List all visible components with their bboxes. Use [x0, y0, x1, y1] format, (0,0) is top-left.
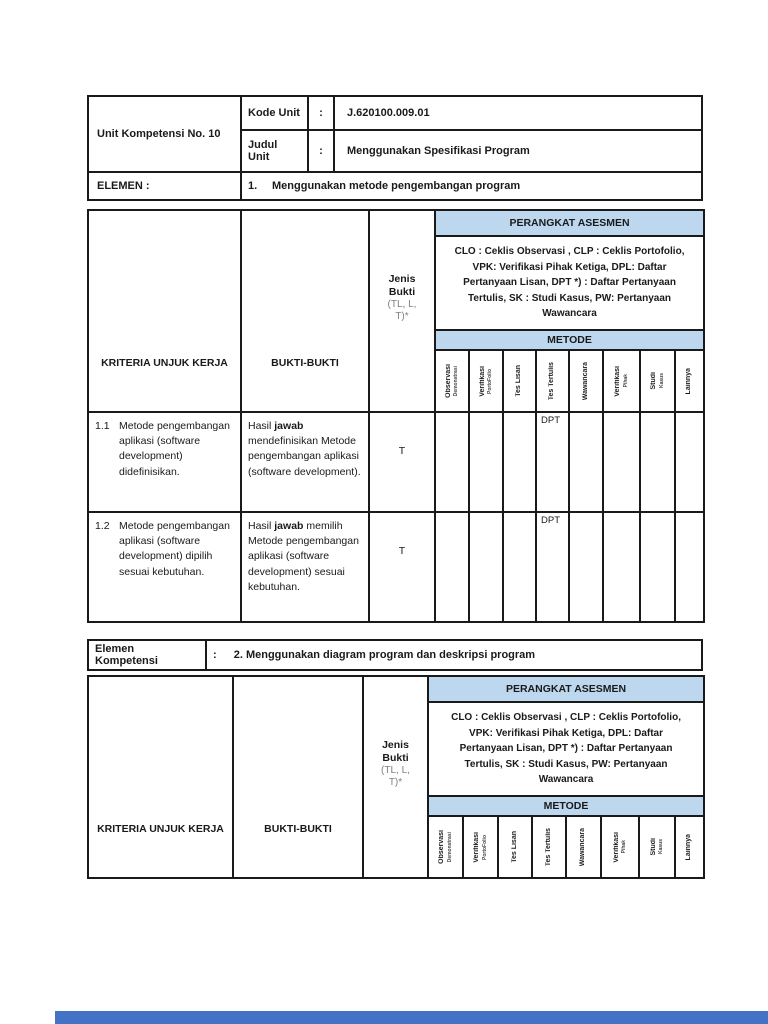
elemen-number: 1. [248, 180, 258, 192]
kode-unit-value: J.620100.009.01 [334, 96, 702, 130]
method-label: Wawancara [581, 361, 589, 401]
perangkat-asesmen-header: PERANGKAT ASESMEN [428, 676, 704, 702]
elemen-label: ELEMEN : [88, 172, 241, 200]
method-label: Studi [650, 372, 658, 390]
method-cell [640, 412, 675, 512]
method-label: Studi [649, 838, 657, 856]
method-label: Tes Lisan [510, 831, 518, 863]
perangkat-asesmen-header: PERANGKAT ASESMEN [435, 210, 704, 236]
method-label: Verifikasi [614, 365, 622, 397]
bukti-bukti-header: BUKTI-BUKTI [241, 210, 369, 412]
method-label-2: PortoFolio [487, 368, 494, 394]
elemen-text: Menggunakan metode pengembangan program [272, 180, 521, 192]
elemen-kompetensi-label: Elemen Kompetensi [88, 640, 206, 670]
method-column-tes-tertulis [536, 350, 569, 412]
assessment-table-element-2 [87, 675, 705, 879]
bukti-text-bold: jawab [274, 520, 304, 532]
kriteria-number: 1.2 [95, 520, 110, 532]
jenis-bukti-cell: T [369, 512, 435, 622]
jenis-sub-line2: T)* [395, 311, 409, 323]
method-label: Lainnya [685, 833, 693, 861]
jenis-sub-line1: (TL, L, [387, 299, 417, 311]
jenis-sub-line2: T)* [388, 777, 403, 789]
method-column-wawancara [569, 350, 603, 412]
table-row-1-2 [88, 512, 704, 622]
method-label: Verifikasi [473, 831, 481, 863]
elemen-value-cell [241, 172, 702, 200]
method-cell [503, 512, 536, 622]
method-cell [569, 412, 603, 512]
elemen-kompetensi-row [87, 639, 703, 671]
kriteria-text: Metode pengembangan aplikasi (software development) didefinisikan. [119, 420, 230, 478]
method-column-studi-kasus [639, 816, 675, 878]
colon-separator: : [308, 130, 334, 172]
perangkat-legend-text: CLO : Ceklis Observasi , CLP : Ceklis Portofolio, VPK: Verifikasi Pihak Ketiga, DPL: Daftar Pertanyaan Lisan, DPT *) : Daftar Pertanyaan Tertulis, SK : Studi Kasus, PW: Pertanyaan Wawancara [435, 236, 704, 330]
bukti-cell [241, 512, 369, 622]
method-column-tes-lisan [498, 816, 532, 878]
jenis-sub-line1: (TL, L, [381, 765, 410, 777]
method-cell [603, 512, 640, 622]
jenis-bukti-cell: T [369, 412, 435, 512]
bukti-cell [241, 412, 369, 512]
method-cell [603, 412, 640, 512]
jenis-label-line1: Jenis [388, 272, 416, 285]
kriteria-cell [88, 512, 241, 622]
method-column-lainnya [675, 816, 704, 878]
document-page [87, 95, 703, 879]
method-cell [569, 512, 603, 622]
method-column-verifikasi-pihak [601, 816, 639, 878]
elemen-kompetensi-value-cell [206, 640, 702, 670]
kriteria-number: 1.1 [95, 420, 110, 432]
assessment-table-element-1 [87, 209, 705, 623]
bukti-bukti-header: BUKTI-BUKTI [233, 676, 363, 878]
kode-unit-label: Kode Unit [241, 96, 308, 130]
method-column-lainnya [675, 350, 704, 412]
bukti-text-pre: Hasil [248, 520, 275, 532]
method-cell [503, 412, 536, 512]
jenis-label-line2: Bukti [388, 286, 416, 298]
method-column-wawancara [566, 816, 601, 878]
method-cell [435, 412, 469, 512]
jenis-label-line2: Bukti [382, 752, 409, 764]
method-label: Tes Lisan [515, 365, 523, 397]
method-column-observasi [428, 816, 463, 878]
kriteria-unjuk-kerja-header: KRITERIA UNJUK KERJA [88, 210, 241, 412]
jenis-label-line1: Jenis [382, 738, 409, 751]
method-cell [435, 512, 469, 622]
method-column-verifikasi-portofolio [469, 350, 503, 412]
method-label-2: PortoFolio [481, 834, 488, 860]
method-label: Tes Tertulis [544, 827, 552, 867]
method-column-studi-kasus [640, 350, 675, 412]
method-label: Observasi [444, 364, 452, 398]
kriteria-text: Metode pengembangan aplikasi (software development) dipilih sesuai kebutuhan. [119, 520, 230, 578]
unit-kompetensi-label: Unit Kompetensi No. 10 [88, 96, 241, 172]
method-label-2: Pihak [621, 840, 628, 854]
method-cell [469, 412, 503, 512]
method-label-2: Demonstrasi [453, 365, 460, 397]
method-label: Wawancara [579, 827, 587, 867]
method-label-2: Demonstrasi [446, 831, 453, 863]
bukti-text-pre: Hasil [248, 420, 275, 432]
elemen-kompetensi-value: 2. Menggunakan diagram program dan deskripsi program [233, 649, 536, 661]
method-cell [469, 512, 503, 622]
metode-header: METODE [428, 796, 704, 816]
perangkat-legend-text: CLO : Ceklis Observasi , CLP : Ceklis Portofolio, VPK: Verifikasi Pihak Ketiga, DPL: Daftar Pertanyaan Lisan, DPT *) : Daftar Pertanyaan Tertulis, SK : Studi Kasus, PW: Pertanyaan Wawancara [428, 702, 704, 796]
method-label-2: Kasus [658, 839, 665, 855]
judul-unit-value: Menggunakan Spesifikasi Program [334, 130, 702, 172]
method-label: Verifikasi [612, 831, 620, 863]
method-label: Observasi [438, 830, 446, 864]
jenis-bukti-header [369, 210, 435, 412]
method-label: Tes Tertulis [548, 361, 556, 401]
kriteria-cell [88, 412, 241, 512]
method-column-observasi [435, 350, 469, 412]
method-label-2: Kasus [658, 373, 665, 389]
method-label-2: Pihak [622, 374, 629, 388]
bukti-text-post: mendefinisikan Metode pengembangan aplikasi (software development). [248, 435, 361, 478]
unit-info-table [87, 95, 703, 201]
table-row-1-1 [88, 412, 704, 512]
bukti-text-post: memilih Metode pengembangan aplikasi (software development) sesuai kebutuhan. [248, 520, 359, 593]
method-column-tes-tertulis [532, 816, 566, 878]
method-cell-dpt: DPT [536, 412, 569, 512]
method-column-tes-lisan [503, 350, 536, 412]
jenis-bukti-header [363, 676, 428, 878]
metode-header: METODE [435, 330, 704, 350]
method-cell [675, 412, 704, 512]
judul-unit-label: Judul Unit [241, 130, 308, 172]
bukti-text-bold: jawab [274, 420, 304, 432]
method-column-verifikasi-pihak [603, 350, 640, 412]
method-column-verifikasi-portofolio [463, 816, 498, 878]
method-cell-dpt: DPT [536, 512, 569, 622]
method-cell [640, 512, 675, 622]
kriteria-unjuk-kerja-header: KRITERIA UNJUK KERJA [88, 676, 233, 878]
method-label: Lainnya [685, 367, 693, 395]
colon-separator: : [213, 649, 217, 661]
method-cell [675, 512, 704, 622]
page-footer-bar [55, 1011, 768, 1024]
method-label: Verifikasi [478, 365, 486, 397]
colon-separator: : [308, 96, 334, 130]
